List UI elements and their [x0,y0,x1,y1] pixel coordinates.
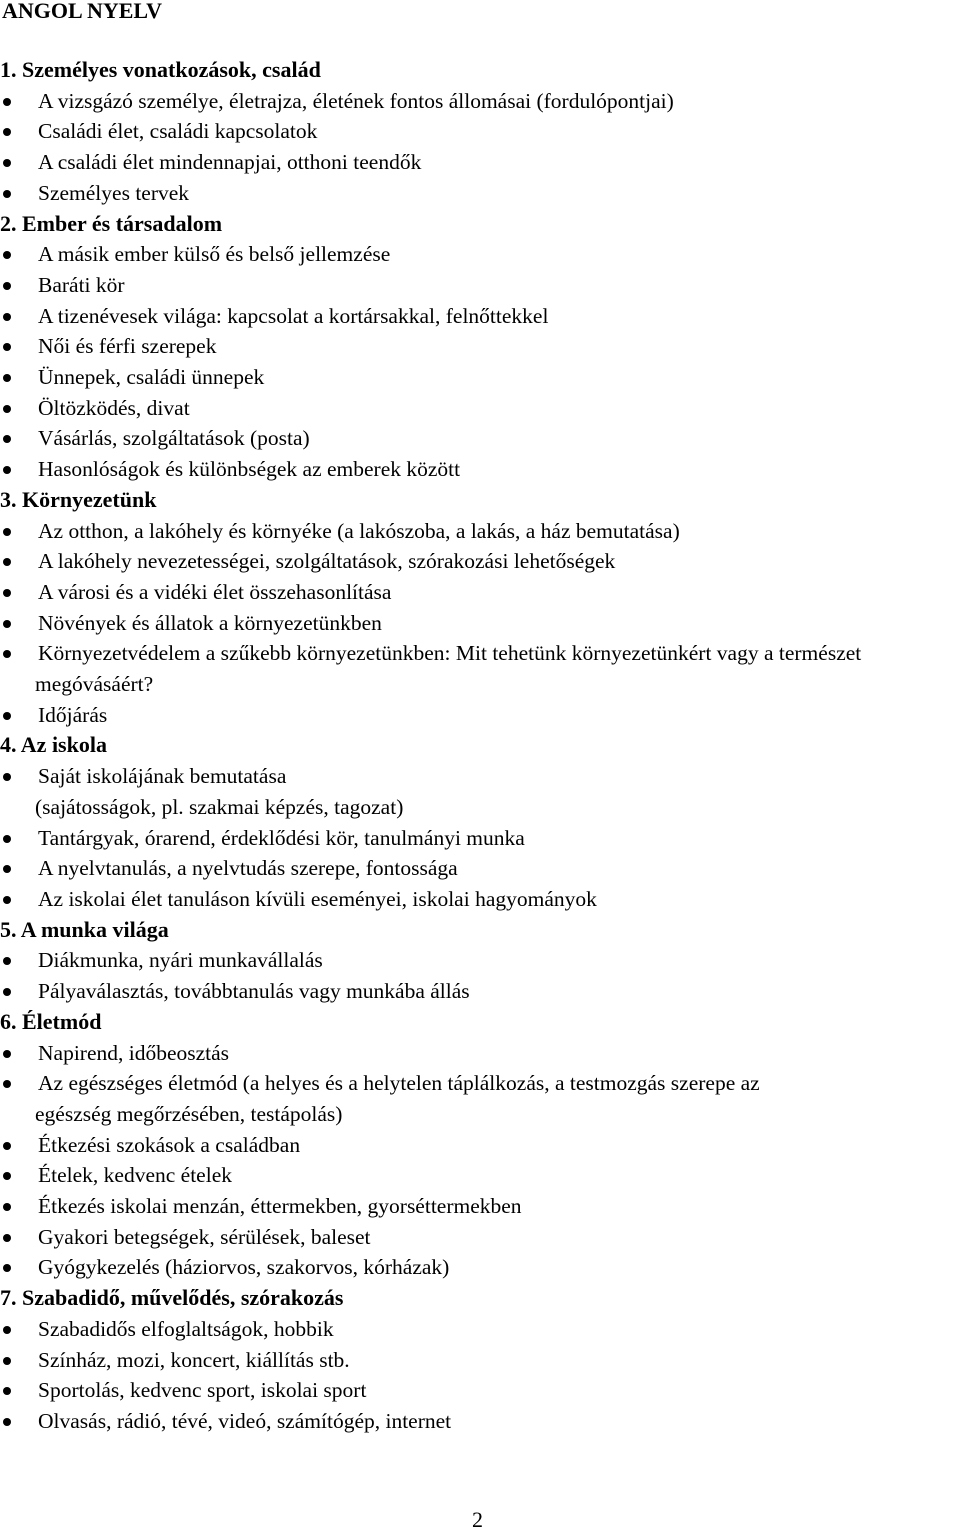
list-item [0,638,960,699]
bullet-icon [3,1203,11,1211]
bullet-icon [3,98,11,106]
list-item-text: Gyógykezelés (háziorvos, szakorvos, kórházak) [38,1255,450,1280]
bullet-icon [3,282,11,290]
list-item-text: Olvasás, rádió, tévé, videó, számítógép, internet [38,1408,452,1433]
list-item-text: Az iskolai élet tanuláson kívüli eseményei, iskolai hagyományok [38,886,597,911]
bullet-icon [3,374,11,382]
list-item-text: Növények és állatok a környezetünkben [38,610,382,635]
document-title: ANGOL NYELV [2,0,162,23]
list-item [0,362,960,393]
list-item [0,331,960,362]
list-item [0,86,960,117]
list-item-text: Öltözködés, divat [38,395,190,420]
bullet-icon [3,159,11,167]
list-item-text: Étkezési szokások a családban [38,1132,301,1157]
list-item-continuation: egészség megőrzésében, testápolás) [35,1101,343,1126]
list-item [0,1252,960,1283]
bullet-icon [3,1172,11,1180]
bullet-icon [3,1387,11,1395]
bullet-icon [3,1234,11,1242]
list-item-text: Diákmunka, nyári munkavállalás [38,948,323,973]
list-item-text: Gyakori betegségek, sérülések, baleset [38,1224,371,1249]
list-item [0,546,960,577]
list-item-text: A másik ember külső és belső jellemzése [38,242,391,267]
list-item [0,1222,960,1253]
list-item [0,1406,960,1437]
list-item [0,976,960,1007]
list-item-text: Étkezés iskolai menzán, éttermekben, gyorséttermekben [38,1194,522,1219]
list-item [0,516,960,547]
bullet-icon [3,528,11,536]
list-item-text: Ételek, kedvenc ételek [38,1163,232,1188]
list-item-text: Szabadidős elfoglaltságok, hobbik [38,1316,334,1341]
bullet-icon [3,1080,11,1088]
section-heading: 2. Ember és társadalom [0,210,223,236]
bullet-icon [3,190,11,198]
section-heading: 1. Személyes vonatkozások, család [0,57,321,82]
bullet-icon [3,835,11,843]
bullet-icon [3,343,11,351]
bullet-icon [3,773,11,781]
list-item-text: Időjárás [38,702,108,727]
bullet-icon [3,1326,11,1334]
bullet-icon [3,251,11,259]
bullet-icon [3,558,11,566]
section-heading: 5. A munka világa [0,916,169,942]
section-heading: 3. Környezetünk [0,486,157,512]
list-item-text: Tantárgyak, órarend, érdeklődési kör, tanulmányi munka [38,825,525,850]
list-item [0,147,960,178]
bullet-icon [3,1050,11,1058]
list-item [0,1345,960,1376]
list-item-text: Családi élet, családi kapcsolatok [38,119,318,144]
bullet-icon [3,712,11,720]
list-item [0,608,960,639]
list-item-text: A tizenévesek világa: kapcsolat a kortársakkal, felnőttekkel [38,303,549,328]
bullet-icon [3,1264,11,1272]
bullet-icon [3,466,11,474]
list-item-text: Ünnepek, családi ünnepek [38,365,265,390]
list-item [0,1130,960,1161]
list-item [0,270,960,301]
list-item [0,178,960,209]
bullet-icon [3,1357,11,1365]
list-item [0,884,960,915]
list-item [0,945,960,976]
list-item-text: Baráti kör [38,272,125,297]
list-item-text: Színház, mozi, koncert, kiállítás stb. [38,1347,350,1372]
bullet-icon [3,865,11,873]
list-item-text: Napirend, időbeosztás [38,1040,230,1065]
list-item [0,116,960,147]
list-item-text: Vásárlás, szolgáltatások (posta) [38,426,310,451]
bullet-icon [3,1142,11,1150]
list-item-text: Női és férfi szerepek [38,334,217,359]
list-item-text: Saját iskolájának bemutatása [38,764,287,789]
list-item [0,823,960,854]
list-item [0,1038,960,1069]
list-item-text: A városi és a vidéki élet összehasonlítása [38,579,392,604]
list-item-text: A családi élet mindennapjai, otthoni teendők [38,150,422,175]
list-item-text: Környezetvédelem a szűkebb környezetünkben: Mit tehetünk környezetünkért vagy a természet [38,641,862,666]
bullet-icon [3,988,11,996]
bullet-icon [3,620,11,628]
list-item [0,393,960,424]
bullet-icon [3,313,11,321]
list-item-text: A nyelvtanulás, a nyelvtudás szerepe, fontossága [38,856,458,881]
list-item [0,761,960,822]
page-number: 2 [472,1507,483,1532]
bullet-icon [3,435,11,443]
topic-list [0,55,960,1437]
section-heading: 4. Az iskola [0,732,107,758]
list-item [0,1068,960,1129]
list-item [0,239,960,270]
list-item [0,1375,960,1406]
bullet-icon [3,896,11,904]
list-item-text: Pályaválasztás, továbbtanulás vagy munkába állás [38,979,470,1004]
list-item-text: Az otthon, a lakóhely és környéke (a lakószoba, a lakás, a ház bemutatása) [38,518,680,543]
list-item-text: Személyes tervek [38,180,190,205]
list-item [0,853,960,884]
list-item-text: Sportolás, kedvenc sport, iskolai sport [38,1378,367,1403]
list-item [0,1160,960,1191]
bullet-icon [3,650,11,658]
list-item-continuation: (sajátosságok, pl. szakmai képzés, tagozat) [35,794,404,819]
list-item [0,577,960,608]
list-item-continuation: megóvásáért? [35,672,154,697]
bullet-icon [3,128,11,136]
list-item [0,301,960,332]
list-item [0,423,960,454]
list-item [0,1191,960,1222]
list-item [0,700,960,731]
bullet-icon [3,589,11,597]
section-heading: 6. Életmód [0,1008,102,1034]
list-item [0,454,960,485]
section-heading: 7. Szabadidő, művelődés, szórakozás [0,1285,344,1311]
bullet-icon [3,957,11,965]
list-item-text: A vizsgázó személye, életrajza, életének fontos állomásai (fordulópontjai) [38,88,674,113]
bullet-icon [3,1418,11,1426]
list-item-text: Az egészséges életmód (a helyes és a helytelen táplálkozás, a testmozgás szerepe az [38,1071,760,1096]
list-item [0,1314,960,1345]
list-item-text: A lakóhely nevezetességei, szolgáltatások, szórakozási lehetőségek [38,549,616,574]
bullet-icon [3,405,11,413]
list-item-text: Hasonlóságok és különbségek az emberek között [38,457,461,482]
